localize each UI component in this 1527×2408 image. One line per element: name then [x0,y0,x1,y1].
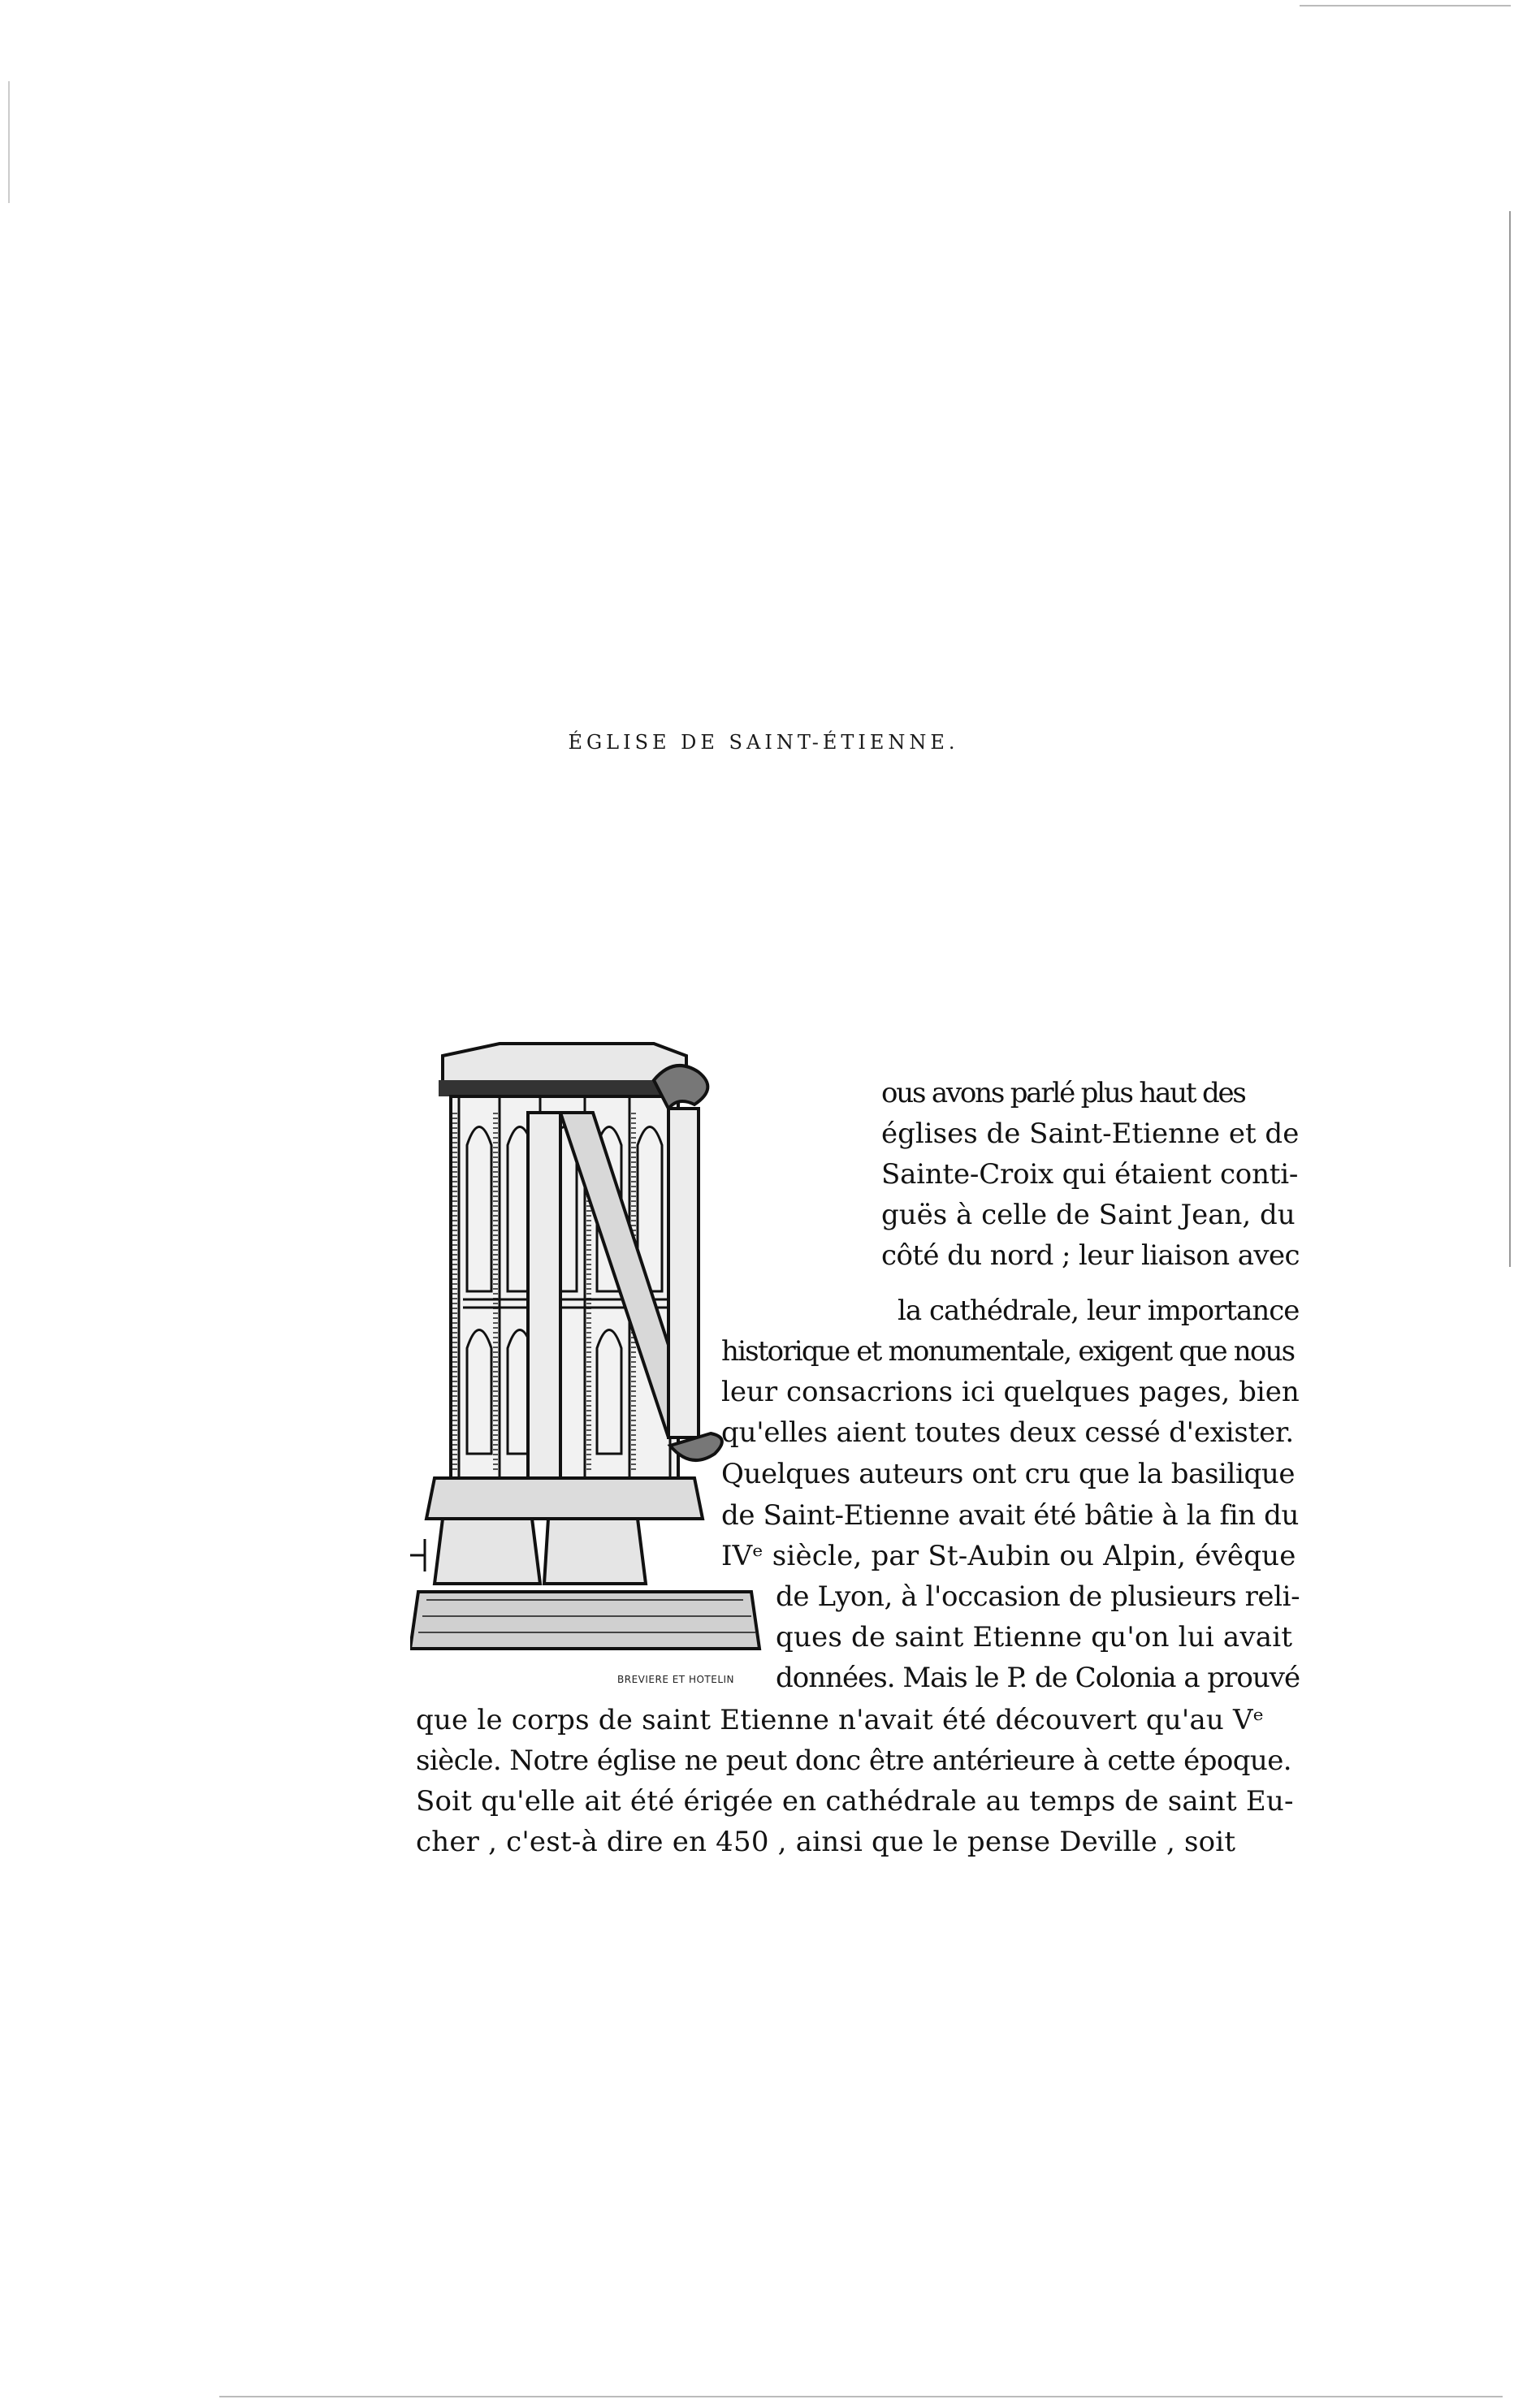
monogram-mark [410,1539,425,1571]
text-line-10: Quelques auteurs ont cru que la basilique [721,1458,1296,1490]
text-line-16: que le corps de saint Etienne n'avait été découvert qu'au Vᵉ [416,1704,1265,1736]
text-line-4: guës à celle de Saint Jean, du [881,1199,1296,1231]
text-line-6: la cathédrale, leur importance [898,1295,1300,1327]
column-base [426,1478,703,1519]
text-line-3: Sainte-Croix qui étaient conti- [881,1158,1299,1191]
text-line-2: églises de Saint-Etienne et de [881,1118,1300,1150]
text-line-7: historique et monumentale, exigent que nous [721,1335,1295,1368]
engraver-credit: BREVIERE ET HOTELIN [617,1674,735,1685]
text-line-13: de Lyon, à l'occasion de plusieurs reli- [776,1580,1300,1613]
text-line-9: qu'elles aient toutes deux cessé d'exister. [721,1416,1294,1449]
scan-edge-bottom [219,2396,1503,2397]
text-line-8: leur consacrions ici quelques pages, bien [721,1376,1300,1408]
drop-cap-illustration [410,1031,768,1701]
text-line-5: côté du nord ; leur liaison avec [881,1239,1300,1272]
scan-edge-top [1300,5,1511,6]
text-line-17: siècle. Notre église ne peut donc être antérieure à cette époque. [416,1744,1291,1777]
text-line-12: IVᵉ siècle, par St-Aubin ou Alpin, évêque [721,1540,1296,1572]
text-line-14: ques de saint Etienne qu'on lui avait [776,1621,1293,1654]
text-line-19: cher , c'est-à dire en 450 , ainsi que le pense Deville , soit [416,1826,1236,1858]
text-line-1: ous avons parlé plus haut des [881,1077,1245,1109]
text-line-15: données. Mais le P. de Colonia a prouvé [776,1662,1300,1694]
text-line-11: de Saint-Etienne avait été bâtie à la fin du [721,1499,1299,1532]
scan-edge-left [8,81,10,203]
text-line-18: Soit qu'elle ait été érigée en cathédrale au temps de saint Eu- [416,1785,1294,1818]
chapter-heading: ÉGLISE DE SAINT-ÉTIENNE. [568,731,959,754]
